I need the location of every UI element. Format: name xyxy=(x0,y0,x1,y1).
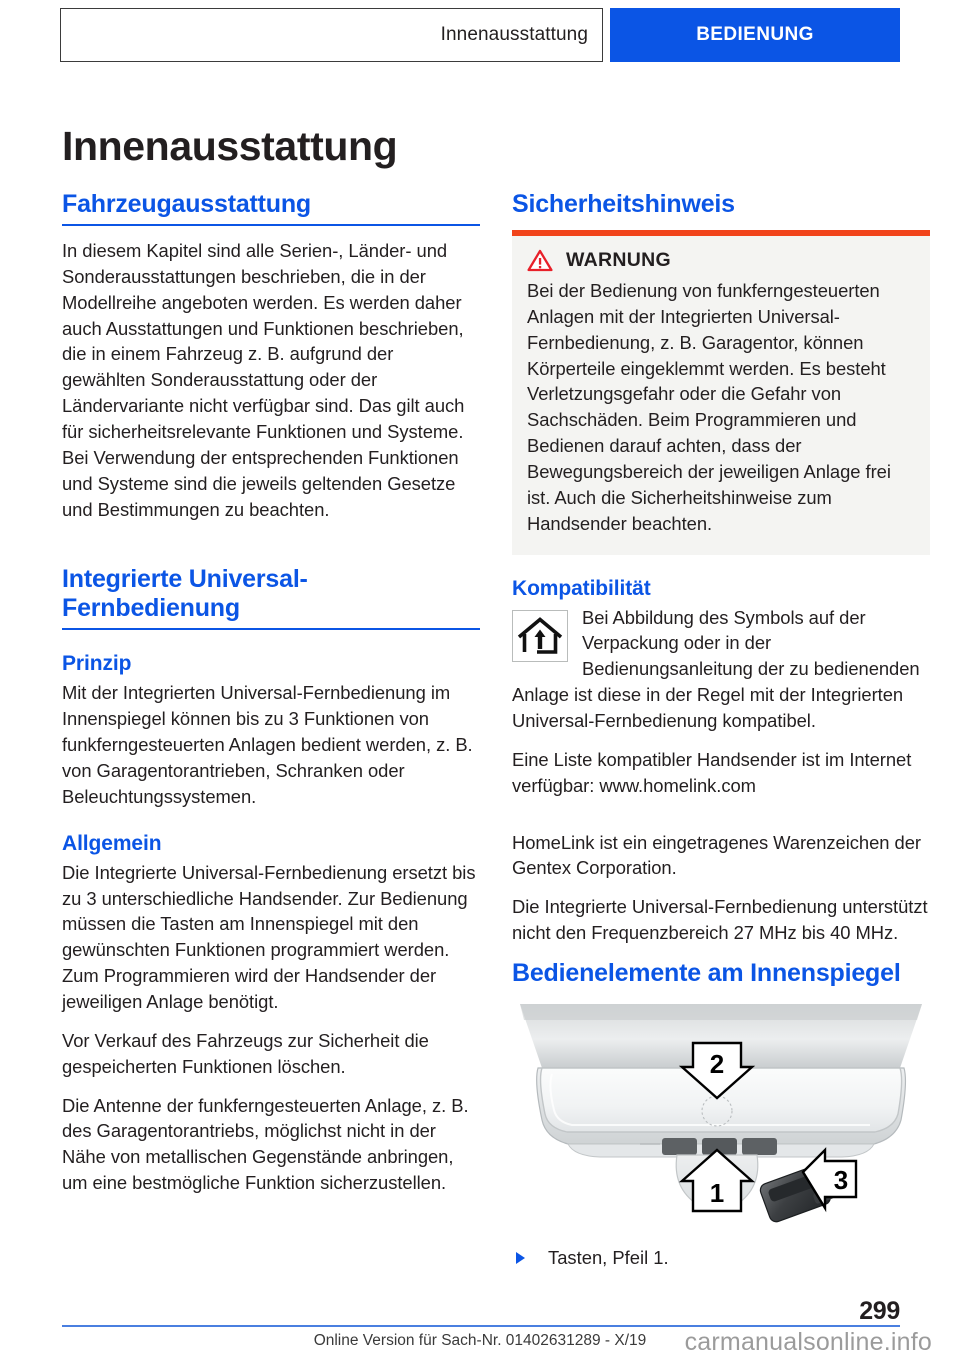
right-column xyxy=(512,190,930,1277)
heading-line-2: Fernbedienung xyxy=(62,594,240,623)
paragraph-compatibility-2: Eine Liste kompatibler Handsender ist im Internet verfügbar: www.homelink.com xyxy=(512,748,912,796)
triangle-bullet-icon xyxy=(516,1252,525,1264)
paragraph-principle: Mit der Integrierten Universal-Fernbedienung im Innenspiegel können bis zu 3 Funktionen von funkferngesteuerten Anlagen bedient werden, z. B. von Garagentorantrieben, Schranken oder Beleuchtungssystemen. xyxy=(62,682,473,807)
svg-text:1: 1 xyxy=(709,1178,725,1209)
paragraph-compatibility-3: HomeLink ist ein eingetragenes Warenzeichen der Gentex Corporation. xyxy=(512,831,921,879)
footer-rule xyxy=(62,1325,900,1327)
svg-text:2: 2 xyxy=(709,1049,725,1080)
paragraph-general-3: Die Antenne der funkferngesteuerten Anlage, z. B. des Garagentorantriebs, möglichst nicht in der Nähe von metallischen Gegenstände anbringen, um eine bestmögliche Funktion sicherzustellen. xyxy=(62,1094,469,1194)
header-section-box xyxy=(610,8,900,62)
compatibility-symbol-block xyxy=(512,605,930,747)
paragraph-compatibility-4: Die Integrierte Universal-Fernbedienung unterstützt nicht den Frequenzbereich 27 MHz bis 40 MHz. xyxy=(512,896,928,944)
heading-kompatibilitaet: Kompatibilität xyxy=(512,576,651,600)
svg-text:3: 3 xyxy=(833,1165,849,1196)
warning-box xyxy=(512,230,930,555)
page-title: Innenausstattung xyxy=(62,123,398,170)
page-number: 299 xyxy=(859,1297,900,1325)
warning-body: Bei der Bedienung von funkferngesteuerten Anlagen mit der Integrierten Universal-Fernbedienung, z. B. Garagentor, können Körperteile eingeklemmt werden. Es besteht Verletzungsgefahr oder die Gefahr von Sachschäden. Beim Programmieren und Bedienen darauf achten, dass der Bewegungsbereich der jeweiligen Anlage frei ist. Auch die Sicherheitshinweise zum Handsender beachten. xyxy=(527,280,891,534)
paragraph-general-2: Vor Verkauf des Fahrzeugs zur Sicherheit die gespeicherten Funktionen löschen. xyxy=(62,1029,429,1077)
paragraph-vehicle-equipment: In diesem Kapitel sind alle Serien-, Länder- und Sonderausstattungen beschrieben, die in der Modellreihe angeboten werden. Es werden daher auch Ausstattungen und Funktionen beschrieben, die in einem Fahrzeug z. B. aufgrund der gewählten Sonderausstattung oder der Ländervariante nicht verfügbar sind. Das gilt auch für sicherheitsrelevante Funktionen und Systeme. Bei Verwendung der entsprechenden Funktionen und Systeme sind die jeweils geltenden Gesetze und Bestimmungen zu beachten. xyxy=(62,240,465,520)
warning-header xyxy=(527,249,915,272)
watermark: carmanualsonline.info xyxy=(684,1328,932,1356)
list-item-label: Tasten, Pfeil 1. xyxy=(548,1247,669,1269)
heading-integrierte-universal-fernbedienung xyxy=(62,565,480,630)
heading-fahrzeugausstattung: Fahrzeugausstattung xyxy=(62,190,480,226)
left-column xyxy=(62,190,480,1209)
page-header xyxy=(60,8,900,62)
homelink-house-icon xyxy=(512,610,568,662)
heading-sicherheitshinweis: Sicherheitshinweis xyxy=(512,190,735,218)
footer-note: Online Version für Sach-Nr. 01402631289 - X/19 xyxy=(313,1332,647,1349)
list-item xyxy=(512,1245,930,1271)
heading-line-1: Integrierte Universal- xyxy=(62,565,308,594)
heading-prinzip: Prinzip xyxy=(62,652,132,676)
interior-mirror-controls-figure xyxy=(512,998,930,1230)
warning-title: WARNUNG xyxy=(566,249,672,271)
heading-allgemein: Allgemein xyxy=(62,831,162,855)
heading-bedienelemente-am-innenspiegel: Bedienelemente am Innenspiegel xyxy=(512,959,901,988)
paragraph-compatibility-1: Bei Abbildung des Symbols auf der Verpackung oder in der Bedienungsanleitung der zu bedienenden Anlage ist diese in der Regel mit der Integrierten Universal-Fernbedienung kompatibel. xyxy=(512,606,920,732)
header-chapter-box xyxy=(60,8,603,62)
header-section-label: BEDIENUNG xyxy=(696,24,814,45)
header-chapter-label: Innenausstattung xyxy=(440,24,588,45)
paragraph-general-1: Die Integrierte Universal-Fernbedienung ersetzt bis zu 3 unterschiedliche Handsender. Zur Bedienung müssen die Tasten am Innenspiegel mit den gewünschten Funktionen programmiert werden. Zum Programmieren wird der Handsender der jeweiligen Anlage benötigt. xyxy=(62,861,476,1013)
steps-list xyxy=(512,1245,930,1271)
warning-triangle-icon xyxy=(527,249,553,272)
